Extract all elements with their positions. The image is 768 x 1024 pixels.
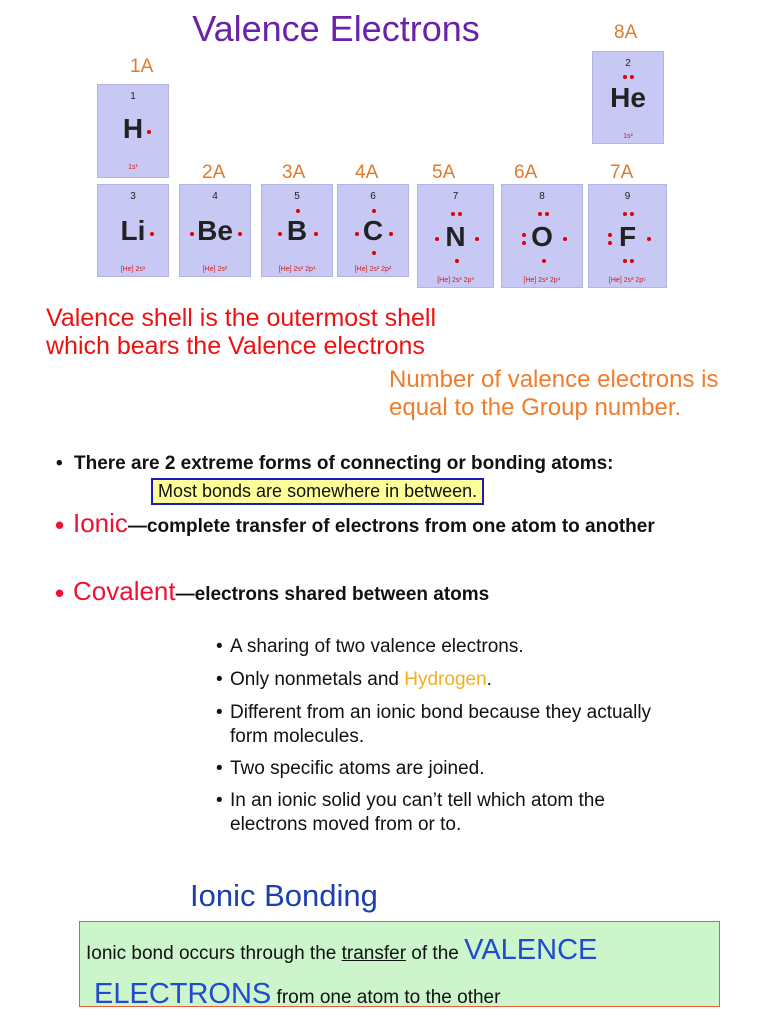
sub-bullet-text: Different from an ionic bond because they actually form molecules. [230, 702, 652, 747]
group-number-note-clip [389, 366, 768, 428]
valence-dot [542, 259, 546, 263]
valence-dot [538, 212, 542, 216]
sub-bullet-period: . [486, 669, 492, 690]
definition-text: Ionic bond occurs through the [86, 943, 342, 964]
group-label-5a: 5A [432, 162, 456, 183]
valence-dot [372, 209, 376, 213]
electron-config: [He] 2s² 2p⁵ [608, 277, 647, 284]
element-cell-b [261, 184, 333, 277]
element-symbol: F [618, 221, 637, 252]
element-cell-f [588, 184, 667, 288]
sub-bullet-1 [216, 635, 690, 659]
valence-shell-definition: Valence shell is the outermost shell which bears the Valence electrons [46, 304, 437, 360]
atomic-number: 2 [625, 58, 631, 69]
electrons-word: ELECTRONS [94, 978, 272, 1010]
group-label-2a: 2A [202, 162, 226, 183]
element-symbol: He [610, 82, 646, 113]
atomic-number: 4 [212, 191, 218, 202]
element-cell-o [501, 184, 583, 288]
element-symbol: O [531, 221, 553, 252]
valence-dot [647, 237, 651, 241]
covalent-description: —electrons shared between atoms [175, 584, 490, 605]
covalent-term: Covalent [73, 576, 176, 606]
atomic-number: 3 [130, 191, 136, 202]
electron-config: [He] 2s² 2p⁴ [523, 277, 561, 284]
valence-dot [389, 232, 393, 236]
electron-config: [He] 2s² 2p¹ [278, 266, 316, 273]
bullet-text: There are 2 extreme forms of connecting or bonding atoms: [74, 453, 614, 474]
electron-config: [He] 2s² [202, 266, 228, 273]
element-symbol: Li [120, 215, 146, 246]
atomic-number: 9 [624, 191, 631, 202]
element-symbol: H [122, 113, 144, 144]
electron-config: [He] 2s² 2p³ [437, 277, 474, 284]
element-cell-h [97, 84, 169, 178]
group-label-7a: 7A [610, 162, 634, 183]
element-cell-n [417, 184, 494, 288]
valence-dot [355, 232, 359, 236]
valence-dot [623, 212, 627, 216]
valence-dot [314, 232, 318, 236]
valence-dot [458, 212, 462, 216]
valence-dot [238, 232, 242, 236]
atomic-number: 7 [452, 191, 459, 202]
slide-title: Valence Electrons [192, 8, 480, 49]
element-cell-he [592, 51, 664, 144]
valence-dot [522, 233, 526, 237]
element-symbol: B [286, 215, 308, 246]
electron-config: 1s¹ [128, 164, 138, 171]
sub-bullet-3 [216, 701, 670, 749]
sub-bullet-text: Two specific atoms are joined. [230, 758, 485, 779]
group-label-8a: 8A [614, 22, 638, 43]
element-symbol: Be [197, 215, 233, 246]
bullet-icon: • [55, 510, 65, 540]
group-label-1a: 1A [130, 56, 154, 77]
group-label-6a: 6A [514, 162, 538, 183]
ionic-term: Ionic [73, 508, 128, 538]
bullet-icon: • [216, 669, 223, 690]
bullet-ionic [55, 508, 693, 540]
sub-bullet-text: A sharing of two valence electrons. [230, 636, 524, 657]
hydrogen-text: Hydrogen [404, 669, 487, 690]
element-symbol: C [362, 215, 384, 246]
valence-dot [522, 241, 526, 245]
sub-bullet-4 [216, 757, 690, 781]
valence-dot [630, 212, 634, 216]
sub-bullet-5 [216, 789, 680, 837]
ionic-description: —complete transfer of electrons from one atom to another [127, 516, 655, 537]
sub-bullet-text: In an ionic solid you can’t tell which atom the electrons moved from or to. [230, 790, 605, 835]
valence-dot [623, 259, 627, 263]
valence-dot [563, 237, 567, 241]
bullet-icon: • [216, 758, 223, 779]
group-number-note: Number of valence electrons is equal to the Group number. [389, 366, 719, 421]
group-label-4a: 4A [355, 162, 379, 183]
valence-dot [608, 233, 612, 237]
bullet-icon: • [216, 790, 223, 811]
valence-dot [150, 232, 154, 236]
valence-dot [451, 212, 455, 216]
transfer-word: transfer [341, 943, 407, 964]
valence-dot [630, 75, 634, 79]
valence-dot [435, 237, 439, 241]
electron-config: [He] 2s¹ [120, 266, 146, 273]
electron-config: 1s² [623, 133, 633, 140]
electron-config: [He] 2s² 2p² [354, 266, 392, 273]
valence-dot [296, 209, 300, 213]
valence-dot [147, 130, 151, 134]
valence-dot [372, 251, 376, 255]
atomic-number: 8 [539, 191, 545, 202]
definition-text: of the [406, 943, 465, 964]
valence-dot [623, 75, 627, 79]
ionic-bond-definition-box [79, 921, 720, 1010]
bullet-icon: • [55, 578, 65, 608]
atomic-number: 5 [294, 191, 300, 202]
valence-dot [545, 212, 549, 216]
sub-bullet-2 [216, 668, 690, 692]
element-cell-c [337, 184, 409, 277]
valence-word: VALENCE [464, 934, 598, 966]
definition-text: from one atom to the other [271, 987, 501, 1008]
ionic-bonding-title: Ionic Bonding [190, 878, 378, 913]
bullet-extreme-forms [56, 452, 664, 475]
valence-dot [455, 259, 459, 263]
group-label-3a: 3A [282, 162, 306, 183]
valence-dot [190, 232, 194, 236]
callout-box: Most bonds are somewhere in between. [151, 478, 484, 505]
bullet-icon: • [216, 702, 223, 723]
atomic-number: 6 [370, 191, 376, 202]
element-cell-li [97, 184, 169, 277]
valence-dot [278, 232, 282, 236]
bullet-icon: • [216, 636, 223, 657]
ionic-bond-definition [86, 930, 711, 1018]
bullet-icon: • [56, 453, 63, 474]
element-cell-be [179, 184, 251, 277]
element-symbol: N [445, 221, 466, 252]
valence-dot [475, 237, 479, 241]
valence-dot [630, 259, 634, 263]
atomic-number: 1 [130, 91, 136, 102]
valence-dot [608, 241, 612, 245]
sub-bullet-text: Only nonmetals and [230, 669, 405, 690]
bullet-covalent [55, 576, 693, 608]
